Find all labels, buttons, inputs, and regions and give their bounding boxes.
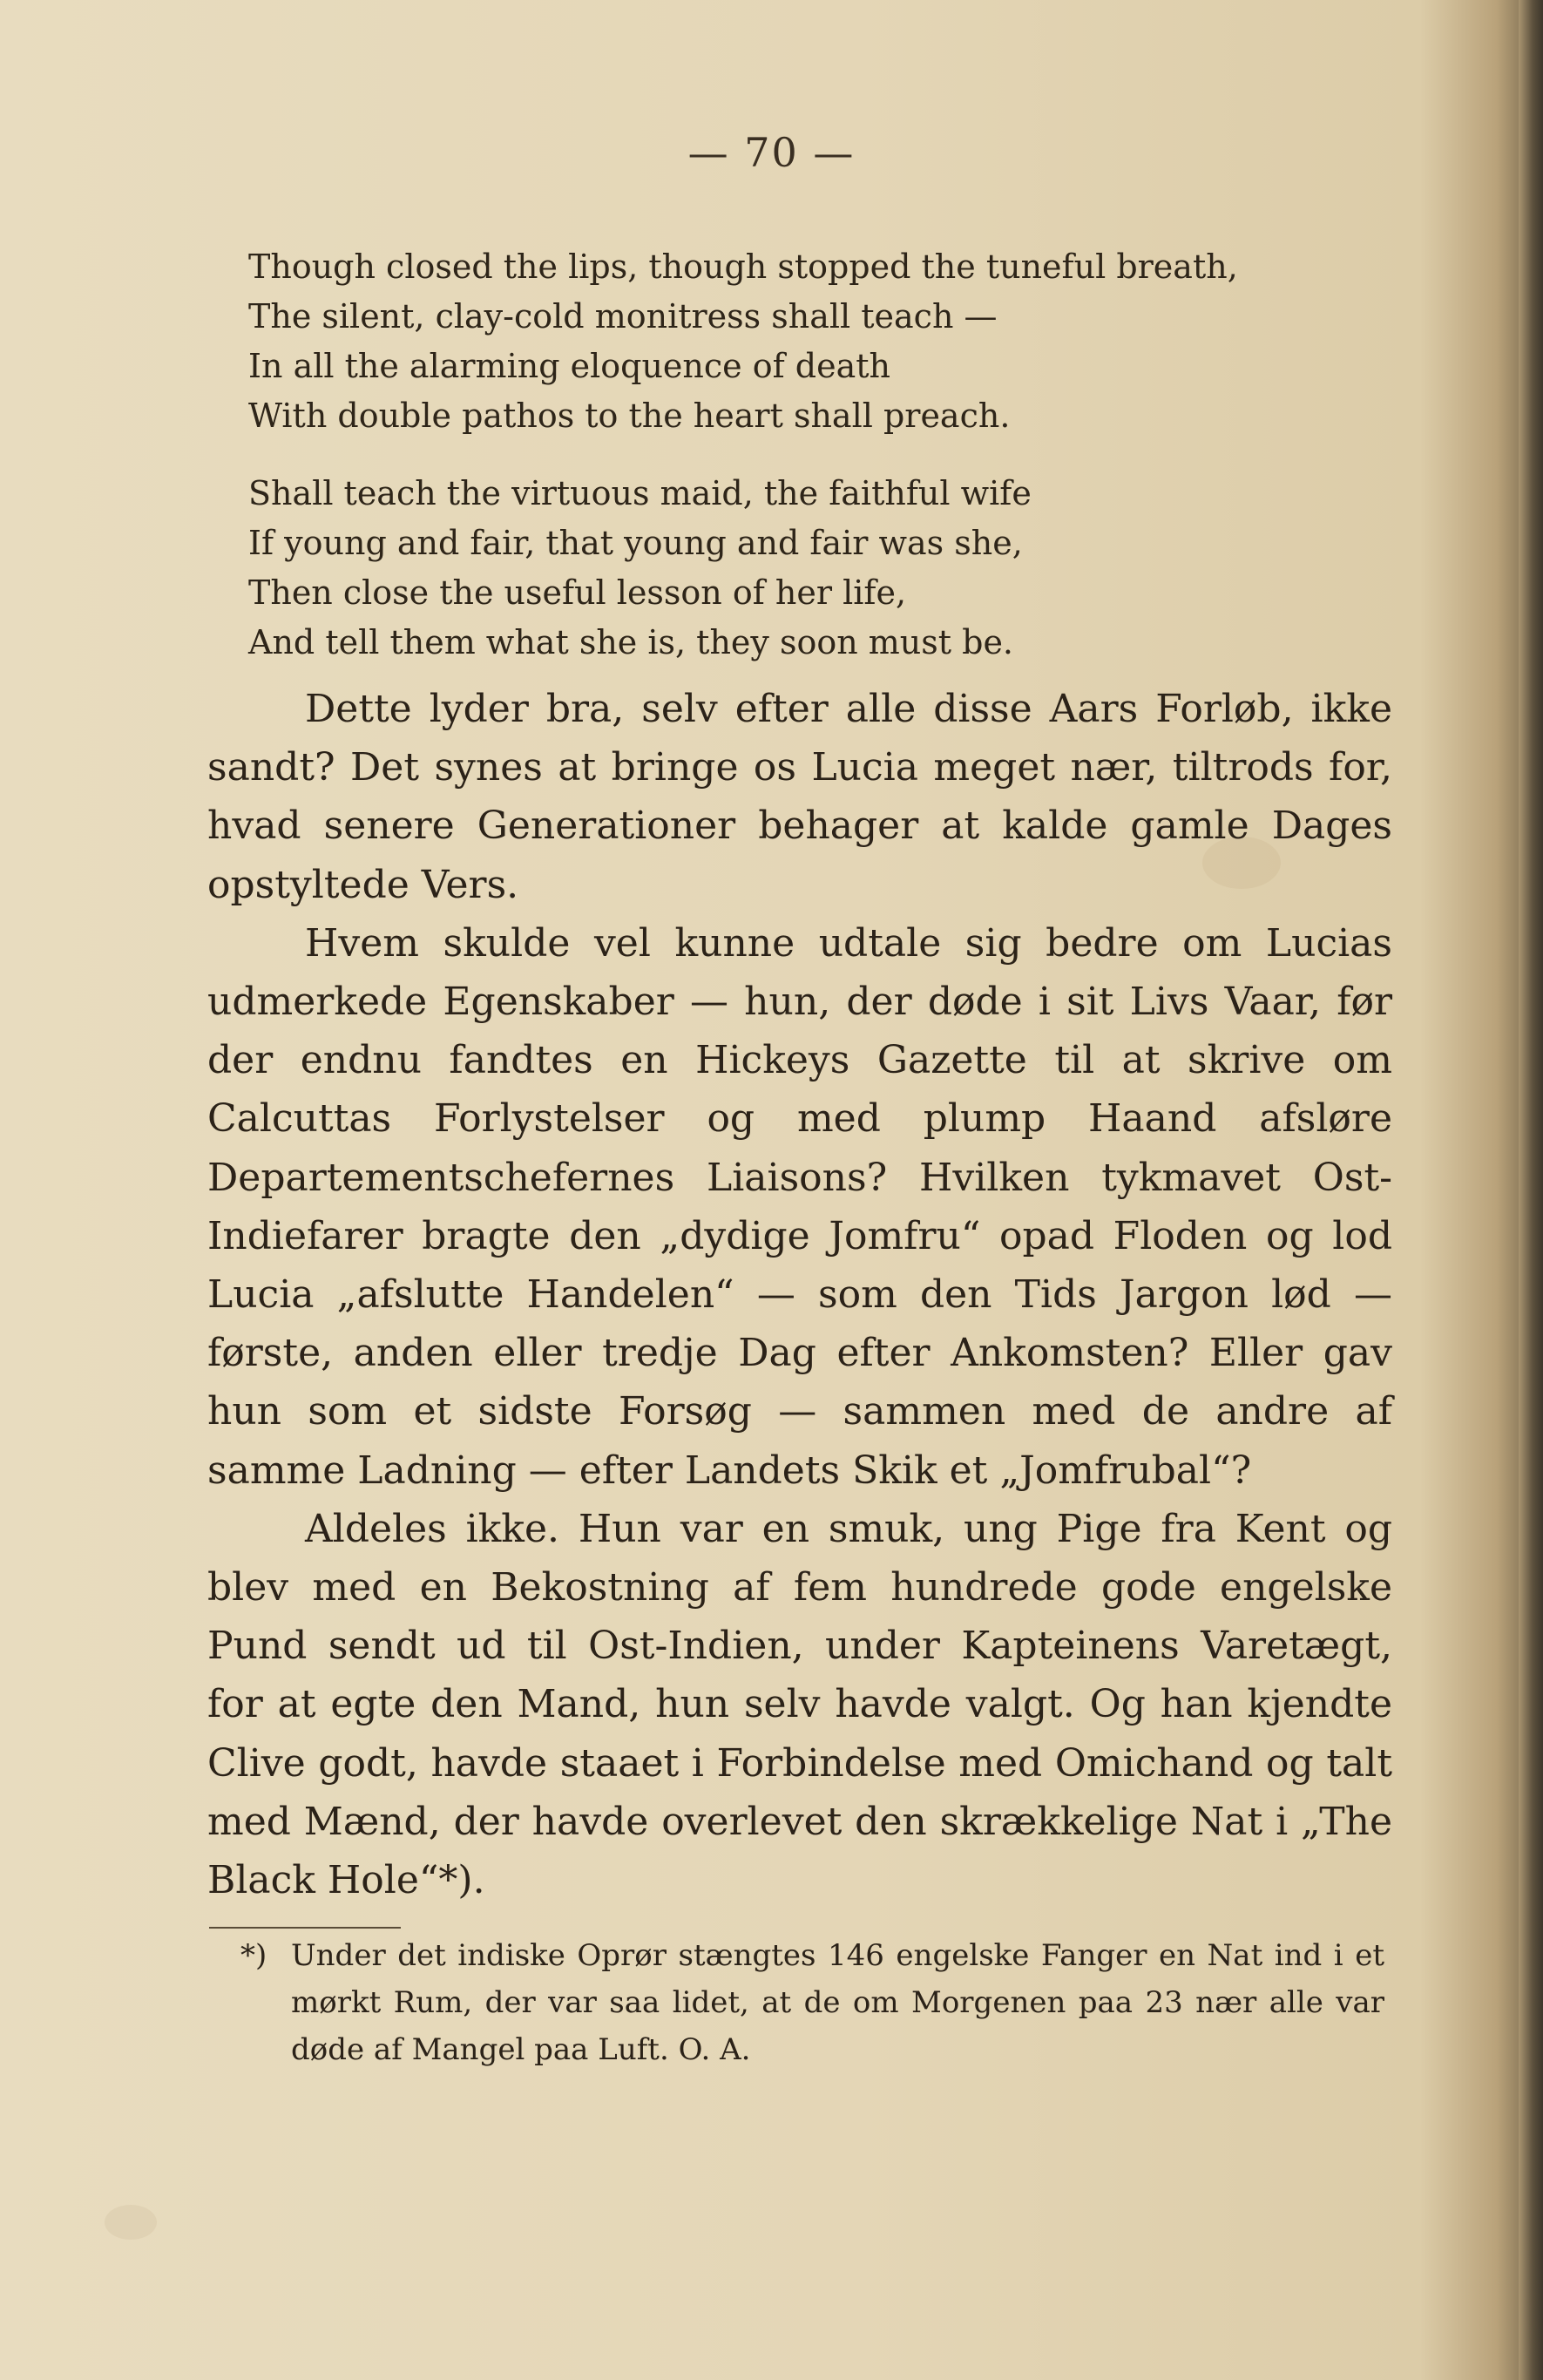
poem-line: Though closed the lips, though stopped the tuneful breath, (248, 247, 1238, 286)
poem-stanza-1 (248, 242, 1381, 441)
page-edge (1519, 0, 1543, 2380)
page-number: — 70 — (687, 129, 856, 176)
poem-line: The silent, clay-cold monitress shall teach — (248, 297, 998, 336)
paragraph: Dette lyder bra, selv efter alle disse Aars Forløb, ikke sandt? Det synes at bringe os Lucia meget nær, tiltrods for, hvad senere Generationer behager at kalde gamle Dages opstyltede Vers. (207, 687, 1392, 907)
paragraph: Hvem skulde vel kunne udtale sig bedre om Lucias udmerkede Egenskaber — hun, der døde i sit Livs Vaar, før der endnu fandtes en Hickeys Gazette til at skrive om Calcuttas Forlystelser og med plump Haand afsløre Departementschefernes Liaisons? Hvilken tykmavet Ost-Indiefarer bragte den „dydige Jomfru“ opad Floden og lod Lucia „afslutte Handelen“ — som den Tids Jargon lød — første, anden eller tredje Dag efter Ankomsten? Eller gav hun som et sidste Forsøg — sammen med de andre af samme Ladning — efter Landets Skik et „Jomfrubal“? (207, 920, 1392, 1493)
poem-line: In all the alarming eloquence of death (248, 347, 890, 385)
poem-line: If young and fair, that young and fair was she, (248, 524, 1023, 562)
paper-stain (105, 2205, 157, 2240)
footnote-marker: *) (240, 1938, 267, 1973)
poem-line: Shall teach the virtuous maid, the faithful wife (248, 474, 1032, 512)
poem-stanza-2 (248, 469, 1381, 668)
footnote-divider (209, 1927, 401, 1929)
poem-line: Then close the useful lesson of her life, (248, 573, 907, 612)
poem-line: And tell them what she is, they soon must be. (248, 623, 1014, 661)
poem-line: With double pathos to the heart shall preach. (248, 397, 1011, 435)
footnote-text: Under det indiske Oprør stængtes 146 engelske Fanger en Nat ind i et mørkt Rum, der var saa lidet, at de om Morgenen paa 23 nær alle var døde af Mangel paa Luft. O. A. (291, 1938, 1384, 2067)
paragraph: Aldeles ikke. Hun var en smuk, ung Pige fra Kent og blev med en Bekostning af fem hundrede gode engelske Pund sendt ud til Ost-Indien, under Kapteinens Varetægt, for at egte den Mand, hun selv havde valgt. Og han kjendte Clive godt, havde staaet i Forbindelse med Omichand og talt med Mænd, der havde overlevet den skrækkelige Nat i „The Black Hole“*). (207, 1506, 1392, 1903)
footnote (240, 1932, 1384, 2073)
body-text (207, 680, 1392, 1909)
